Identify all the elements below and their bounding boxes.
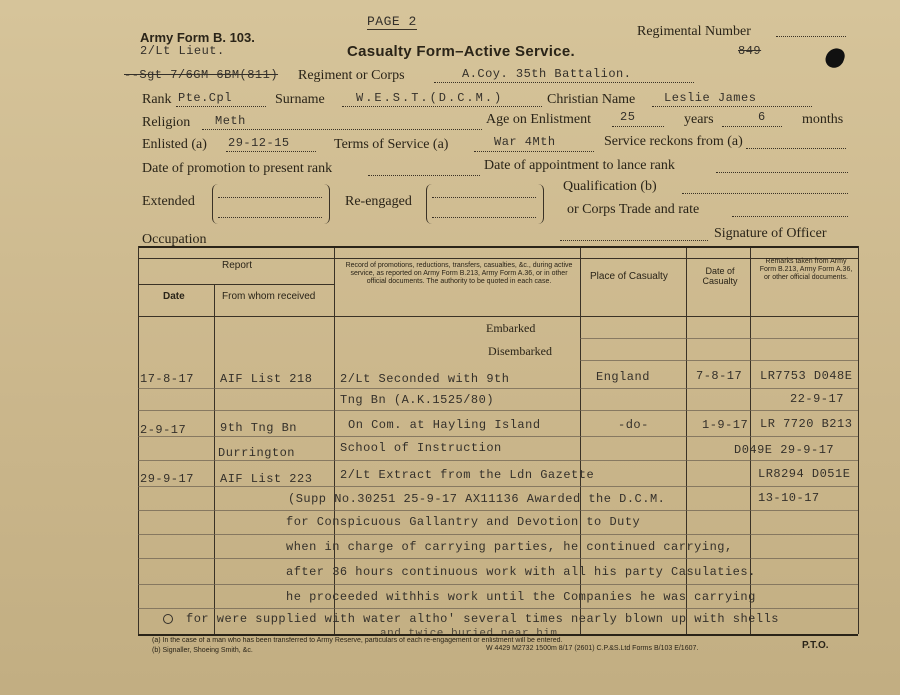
disembarked-rule [580,360,858,361]
row-record: On Com. at Hayling Island [348,418,541,432]
terms-label: Terms of Service (a) [334,137,449,152]
date-header: Date [163,291,185,302]
row-record: Tng Bn (A.K.1525/80) [340,393,495,407]
ink-blot [823,46,846,71]
row-record: 2/Lt Seconded with 9th [340,372,510,386]
qualification-dots [682,193,848,194]
regiment-label: Regiment or Corps [298,68,405,83]
terms-dots [474,151,594,152]
table-left-border [138,246,139,634]
citation-rule [138,584,858,585]
regimental-number-value: 849 [738,44,762,58]
religion-dots [202,129,482,130]
regimental-number-dots [776,36,846,37]
row-record: School of Instruction [340,441,502,455]
table-bottom-rule [138,634,858,636]
extended-dots-1 [218,197,322,198]
rank-label: Rank [142,92,172,107]
enlisted-dots [226,151,316,152]
age-months-dots [722,126,782,127]
religion-value: Meth [215,114,246,128]
footnote-a: (a) In the case of a man who has been transferred to Army Reserve, particulars of each re-engagement or enlistment will be entered. [152,637,563,644]
page-label: PAGE 2 [367,14,417,29]
row-rule [138,388,858,389]
reengaged-dots-2 [432,217,536,218]
reengaged-brace [426,184,544,224]
disembarked-label: Disembarked [488,344,552,358]
overflow-line: and twice buried near him [380,628,558,640]
form-number: Army Form B. 103. [140,30,255,45]
citation-line: after 36 hours continuous work with all his party Casulaties. [286,565,756,579]
citation-line: he proceeded withhis work until the Companies he was carrying [286,590,756,604]
row-date: 29-9-17 [140,472,194,486]
row-date: 17-8-17 [140,372,194,386]
rank-value: Pte.Cpl [178,91,232,105]
row-remarks: 13-10-17 [758,491,820,505]
citation-line: for Conspicuous Gallantry and Devotion to Duty [286,515,641,529]
embarked-label: Embarked [486,321,536,335]
embarked-rule [580,338,858,339]
occupation-label: Occupation [142,232,207,247]
regiment-dots [434,82,694,83]
regiment-value: A.Coy. 35th Battalion. [462,67,632,81]
row-from: AIF List 223 [220,472,313,486]
row-record: (Supp No.30251 25-9-17 AX11136 Awarded the D.C.M. [288,492,666,506]
religion-label: Religion [142,115,191,130]
row-from: Durrington [218,446,296,460]
footnote-b: (b) Signaller, Shoeing Smith, &c. [152,647,253,654]
citation-rule [138,608,858,609]
row-remarks: LR7753 D048E [760,369,853,383]
years-label: years [684,112,714,127]
regimental-number-label: Regimental Number [637,24,751,39]
terms-value: War 4Mth [494,135,556,149]
struck-note: --Sgt 7/6GM 6BM(811) [124,68,279,82]
surname-label: Surname [275,92,325,107]
row-from: 9th Tng Bn [220,421,298,435]
row-casualty-date: 7-8-17 [696,369,743,383]
place-header: Place of Casualty [590,271,668,282]
col-date-border [214,284,215,634]
row-place: England [596,370,650,384]
report-header: Report [222,260,253,271]
row-remarks: 22-9-17 [790,392,844,406]
extended-label: Extended [142,194,195,209]
promotion-label: Date of promotion to present rank [142,161,333,176]
rank-note: 2/Lt Lieut. [140,44,225,58]
table-right-border [858,246,859,634]
qualification-label: Qualification (b) [563,179,657,194]
row-place: -do- [618,418,649,432]
rank-dots [176,106,266,107]
age-years-value: 25 [620,110,636,124]
row-casualty-date: 1-9-17 [702,418,749,432]
age-label: Age on Enlistment [486,112,591,127]
row-rule [138,510,858,511]
christian-name-dots [652,106,812,107]
christian-name-label: Christian Name [547,92,636,107]
report-sub-rule [138,284,334,285]
row-rule [138,410,858,411]
corps-trade-label: or Corps Trade and rate [567,202,700,217]
promotion-dots [368,175,480,176]
pto-label: P.T.O. [802,640,829,651]
row-remarks: LR 7720 B213 [760,417,853,431]
surname-dots [342,106,542,107]
citation-rule [138,534,858,535]
row-remarks: D049E 29-9-17 [734,443,835,457]
signature-label: Signature of Officer [714,226,827,241]
row-date: 2-9-17 [140,423,187,437]
reengaged-dots-1 [432,197,536,198]
record-header: Record of promotions, reductions, transfers, casualties, &c., during active service, as reported on Army Form B.213, Army Form A.36, or in other official documents. The authority to be quoted in each case. [345,262,573,285]
corps-trade-dots [732,216,848,217]
age-months-value: 6 [758,110,766,124]
remarks-header: Remarks taken from Army Form B.213, Army Form A.36, or other official documents. [759,258,853,281]
service-reckons-label: Service reckons from (a) [604,134,743,149]
enlisted-value: 29-12-15 [228,136,290,150]
service-reckons-dots [746,148,846,149]
circle-mark [163,614,173,624]
age-years-dots [612,126,664,127]
row-rule [138,436,858,437]
citation-rule [138,558,858,559]
from-whom-header: From whom received [222,291,316,302]
row-from: AIF List 218 [220,372,313,386]
date-casualty-header: Date of Casualty [702,266,738,286]
lance-rank-dots [716,172,848,173]
months-label: months [802,112,844,127]
signature-dots [560,240,708,241]
surname-value: W.E.S.T.(D.C.M.) [356,91,504,105]
row-rule [138,486,858,487]
row-rule [138,460,858,461]
citation-line: for were supplied with water altho' several times nearly blown up with shells [186,612,779,626]
reengaged-label: Re-engaged [345,194,412,209]
enlisted-label: Enlisted (a) [142,137,207,152]
citation-line: when in charge of carrying parties, he continued carrying, [286,540,733,554]
christian-name-value: Leslie James [664,91,757,105]
form-title: Casualty Form–Active Service. [347,43,575,60]
extended-brace [212,184,330,224]
printer-line: W 4429 M2732 1500m 8/17 (2601) C.P.&S.Ltd Forms B/103 E/1607. [486,645,699,652]
extended-dots-2 [218,217,322,218]
lance-rank-label: Date of appointment to lance rank [484,158,675,173]
row-remarks: LR8294 D051E [758,467,851,481]
row-record: 2/Lt Extract from the Ldn Gazette [340,468,595,482]
